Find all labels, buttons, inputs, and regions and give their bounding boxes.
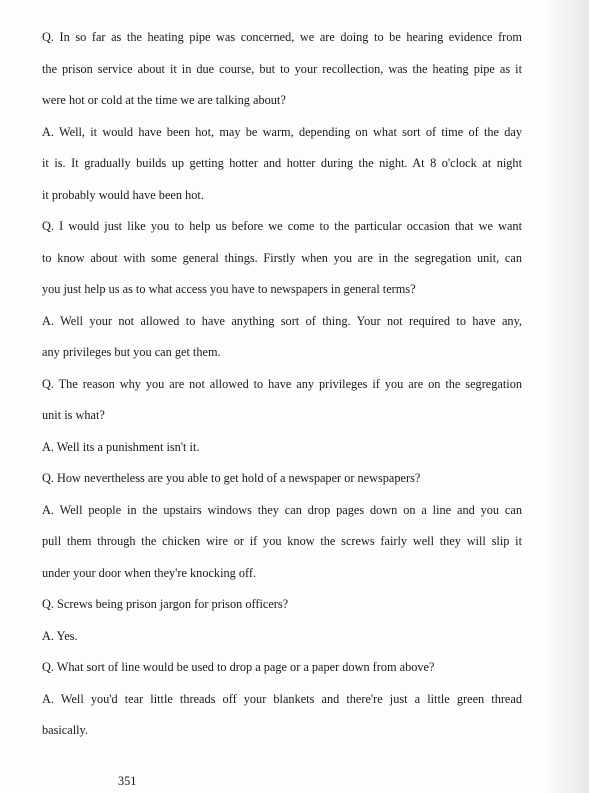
transcript-paragraph <box>42 652 522 684</box>
transcript-paragraph <box>42 621 522 653</box>
transcript-line: A. Well your not allowed to have anything sort of thing. Your not required to have any, <box>42 313 522 328</box>
transcript-line: A. Well you'd tear little threads off your blankets and there're just a little green thread <box>42 691 522 706</box>
transcript-paragraph <box>42 463 522 495</box>
transcript-line: under your door when they're knocking off. <box>42 565 257 580</box>
transcript-paragraph <box>42 369 522 432</box>
transcript-line: basically. <box>42 723 88 737</box>
transcript-line: A. Well, it would have been hot, may be warm, depending on what sort of time of the day <box>42 124 522 139</box>
transcript-line: unit is what? <box>42 408 105 422</box>
transcript-paragraph <box>42 211 522 306</box>
transcript-paragraph <box>42 589 522 621</box>
page-number: 351 <box>118 774 137 788</box>
transcript-line: A. Well its a punishment isn't it. <box>42 439 200 454</box>
transcript-line: any privileges but you can get them. <box>42 345 221 359</box>
transcript-line: Q. How nevertheless are you able to get hold of a newspaper or newspapers? <box>42 471 421 485</box>
transcript-line: it is. It gradually builds up getting hotter and hotter during the night. At 8 o'clock at night <box>42 156 522 170</box>
transcript-line: to know about with some general things. Firstly when you are in the segregation unit, can <box>42 250 522 265</box>
transcript-line: Q. Screws being prison jargon for prison officers? <box>42 597 289 611</box>
transcript-line: you just help us as to what access you have to newspapers in general terms? <box>42 282 416 296</box>
transcript-paragraph <box>42 22 522 117</box>
transcript-line: it probably would have been hot. <box>42 187 204 202</box>
transcript-line: A. Well people in the upstairs windows they can drop pages down on a line and you can <box>42 502 522 517</box>
transcript-body <box>42 22 522 747</box>
transcript-line: pull them through the chicken wire or if you know the screws fairly well they will slip it <box>42 534 522 548</box>
transcript-line: the prison service about it in due course, but to your recollection, was the heating pipe as it <box>42 61 522 76</box>
transcript-paragraph <box>42 495 522 590</box>
transcript-paragraph <box>42 306 522 369</box>
transcript-line: Q. The reason why you are not allowed to have any privileges if you are on the segregation <box>42 376 522 391</box>
transcript-paragraph <box>42 117 522 212</box>
transcript-line: Q. In so far as the heating pipe was concerned, we are doing to be hearing evidence from <box>42 30 522 44</box>
transcript-line: were hot or cold at the time we are talking about? <box>42 93 286 107</box>
transcript-line: A. Yes. <box>42 628 78 643</box>
transcript-paragraph <box>42 432 522 464</box>
scan-edge-shading <box>543 0 589 793</box>
transcript-paragraph <box>42 684 522 747</box>
transcript-line: Q. What sort of line would be used to drop a page or a paper down from above? <box>42 660 435 674</box>
transcript-line: Q. I would just like you to help us before we come to the particular occasion that we want <box>42 219 522 233</box>
